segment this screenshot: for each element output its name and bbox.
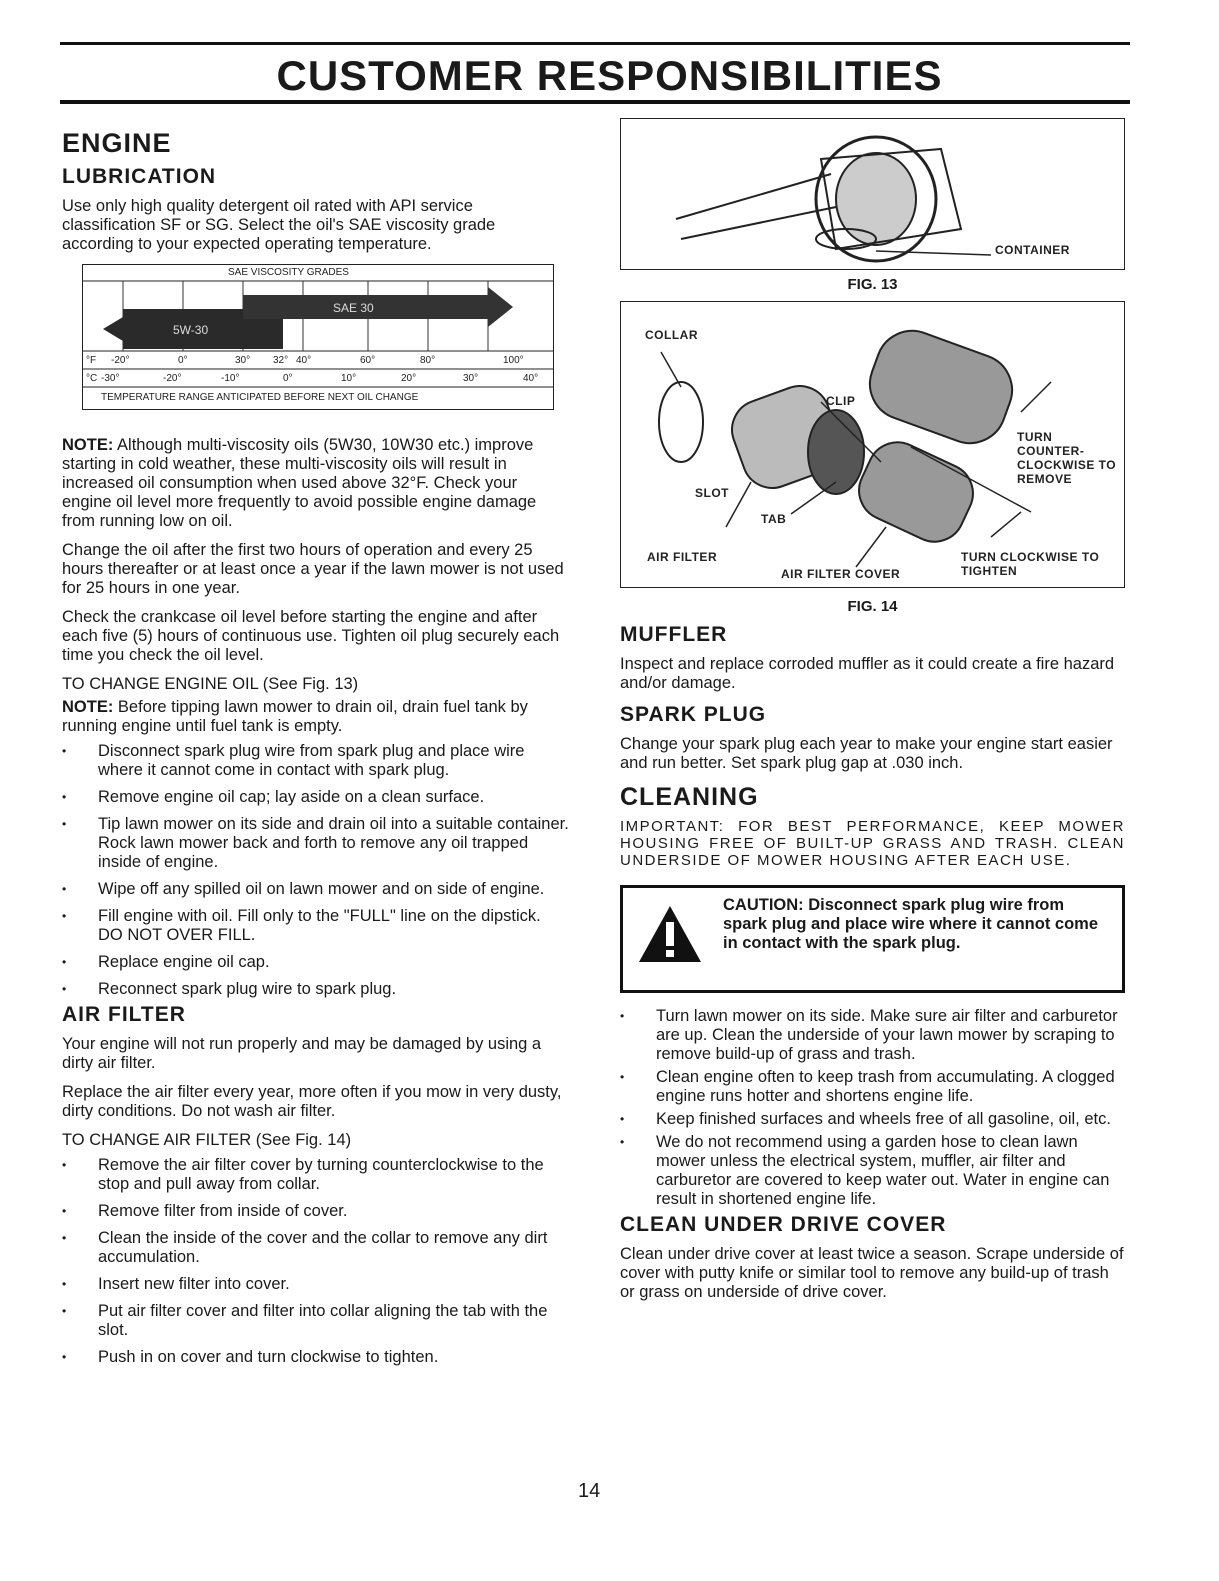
c-tick: 40° bbox=[523, 373, 539, 384]
note-multiviscosity bbox=[62, 436, 570, 531]
list-item: • Turn lawn mower on its side. Make sure air filter and carburetor are up. Clean the underside of your lawn mower by scraping to remove build-up of grass and trash. bbox=[620, 1007, 1125, 1064]
band-sae30 bbox=[243, 287, 513, 327]
spark-plug-heading: SPARK PLUG bbox=[620, 703, 767, 726]
label-air-filter: AIR FILTER bbox=[647, 550, 718, 564]
figure-13 bbox=[620, 118, 1125, 270]
list-item: • We do not recommend using a garden hose to clean lawn mower unless the electrical system, muffler, air filter and carburetor are covered to keep water out. Water in engine can result in shortened engine life. bbox=[620, 1133, 1125, 1209]
figure-14 bbox=[620, 301, 1125, 588]
viscosity-chart-footer: TEMPERATURE RANGE ANTICIPATED BEFORE NEXT OIL CHANGE bbox=[101, 392, 419, 403]
cleaning-steps bbox=[620, 1007, 1125, 1209]
right-column bbox=[620, 118, 1125, 1312]
list-item: • Clean engine often to keep trash from accumulating. A clogged engine runs hotter and shortens engine life. bbox=[620, 1068, 1125, 1106]
viscosity-chart bbox=[82, 264, 554, 410]
label-slot: SLOT bbox=[695, 486, 729, 500]
page-number: 14 bbox=[578, 1480, 601, 1502]
drive-cover-heading: CLEAN UNDER DRIVE COVER bbox=[620, 1213, 947, 1236]
fig13-caption: FIG. 13 bbox=[847, 276, 898, 293]
para-oil-change: Change the oil after the first two hours of operation and every 25 hours thereafter or at least once a year if the lawn mower is not used for 25 hours in one year. bbox=[62, 541, 564, 597]
note2-text: Before tipping lawn mower to drain oil, drain fuel tank by running engine until fuel tank is empty. bbox=[62, 698, 528, 735]
c-tick: 0° bbox=[283, 373, 293, 384]
title-rule bbox=[60, 100, 1130, 104]
label-collar: COLLAR bbox=[645, 328, 698, 342]
air-filter-heading: AIR FILTER bbox=[62, 1003, 186, 1026]
list-item: • Push in on cover and turn clockwise to tighten. bbox=[62, 1348, 570, 1367]
list-item: • Clean the inside of the cover and the collar to remove any dirt accumulation. bbox=[62, 1229, 570, 1267]
f-tick: -20° bbox=[111, 355, 130, 366]
f-tick: 60° bbox=[360, 355, 376, 366]
air-filter-steps bbox=[62, 1156, 570, 1367]
top-rule bbox=[60, 42, 1130, 45]
list-item: • Remove the air filter cover by turning counterclockwise to the stop and pull away from collar. bbox=[62, 1156, 570, 1194]
para-oil-check: Check the crankcase oil level before starting the engine and after each five (5) hours of continuous use. Tighten oil plug securely each time you check the oil level. bbox=[62, 608, 560, 664]
list-item: • Disconnect spark plug wire from spark plug and place wire where it cannot come in contact with spark plug. bbox=[62, 742, 570, 780]
warning-icon bbox=[637, 904, 703, 964]
label-air-filter-cover: AIR FILTER COVER bbox=[781, 567, 901, 581]
note2-label: NOTE: bbox=[62, 698, 114, 716]
list-item: • Remove filter from inside of cover. bbox=[62, 1202, 570, 1221]
fig14-caption: FIG. 14 bbox=[847, 598, 898, 615]
drive-cover-text: Clean under drive cover at least twice a season. Scrape underside of cover with putty knife or similar tool to remove any build-up of trash or grass on underside of drive cover. bbox=[620, 1245, 1124, 1301]
viscosity-chart-title: SAE VISCOSITY GRADES bbox=[228, 267, 349, 278]
list-item: • Reconnect spark plug wire to spark plug. bbox=[62, 980, 570, 999]
c-tick: -30° bbox=[101, 373, 120, 384]
list-item: • Insert new filter into cover. bbox=[62, 1275, 570, 1294]
note-text: Although multi-viscosity oils (5W30, 10W30 etc.) improve starting in cold weather, these multi-viscosity oils will result in increased oil consumption when used above 32°F. Check your engine oil level more frequently to avoid possible engine damage from running low on oil. bbox=[62, 436, 537, 530]
label-turn-cw: TURN CLOCKWISE TO TIGHTEN bbox=[961, 550, 1100, 578]
lubrication-intro: Use only high quality detergent oil rated with API service classification SF or SG. Select the oil's SAE viscosity grade according to your expected operating temperature. bbox=[62, 197, 496, 253]
air-filter-p1: Your engine will not run properly and may be damaged by using a dirty air filter. bbox=[62, 1035, 542, 1072]
f-tick: 32° bbox=[273, 355, 289, 366]
label-tab: TAB bbox=[761, 512, 787, 526]
air-filter-p2: Replace the air filter every year, more often if you mow in very dusty, dirty conditions. Do not wash air filter. bbox=[62, 1083, 562, 1120]
f-tick: 30° bbox=[235, 355, 251, 366]
to-change-air-filter: TO CHANGE AIR FILTER (See Fig. 14) bbox=[62, 1131, 352, 1149]
c-tick: 10° bbox=[341, 373, 357, 384]
to-change-oil: TO CHANGE ENGINE OIL (See Fig. 13) bbox=[62, 675, 359, 693]
f-tick: 100° bbox=[503, 355, 524, 366]
band-5w30-label: 5W-30 bbox=[173, 323, 209, 337]
list-item: • Fill engine with oil. Fill only to the "FULL" line on the dipstick. DO NOT OVER FILL. bbox=[62, 907, 570, 945]
caution-text: CAUTION: Disconnect spark plug wire from spark plug and place wire where it cannot come in contact with the spark plug. bbox=[723, 896, 1099, 952]
list-item: • Wipe off any spilled oil on lawn mower and on side of engine. bbox=[62, 880, 570, 899]
c-tick: 20° bbox=[401, 373, 417, 384]
note-tipping bbox=[62, 698, 570, 736]
engine-heading: ENGINE bbox=[62, 128, 172, 158]
c-tick: -20° bbox=[163, 373, 182, 384]
band-sae30-label: SAE 30 bbox=[333, 301, 374, 315]
oil-change-steps bbox=[62, 742, 570, 999]
list-item: • Tip lawn mower on its side and drain oil into a suitable container. Rock lawn mower back and forth to remove any oil trapped inside of engine. bbox=[62, 815, 570, 872]
label-clip: CLIP bbox=[826, 394, 856, 408]
page-title: CUSTOMER RESPONSIBILITIES bbox=[276, 52, 943, 99]
spark-plug-text: Change your spark plug each year to make your engine start easier and run better. Set spark plug gap at .030 inch. bbox=[620, 735, 1113, 772]
f-tick: 40° bbox=[296, 355, 312, 366]
viscosity-chart-graphic bbox=[83, 265, 553, 409]
label-turn-ccw: TURN COUNTER-CLOCKWISE TO REMOVE bbox=[1017, 430, 1117, 486]
list-item: • Keep finished surfaces and wheels free of all gasoline, oil, etc. bbox=[620, 1110, 1125, 1129]
c-tick: -10° bbox=[221, 373, 240, 384]
caution-box bbox=[620, 885, 1125, 993]
list-item: • Remove engine oil cap; lay aside on a clean surface. bbox=[62, 788, 570, 807]
label-container: CONTAINER bbox=[995, 243, 1070, 257]
list-item: • Put air filter cover and filter into collar aligning the tab with the slot. bbox=[62, 1302, 570, 1340]
left-column bbox=[62, 128, 570, 1375]
c-unit: °C bbox=[86, 373, 98, 384]
c-tick: 30° bbox=[463, 373, 479, 384]
lubrication-heading: LUBRICATION bbox=[62, 165, 217, 188]
list-item: • Replace engine oil cap. bbox=[62, 953, 570, 972]
muffler-heading: MUFFLER bbox=[620, 623, 728, 646]
f-tick: 80° bbox=[420, 355, 436, 366]
muffler-text: Inspect and replace corroded muffler as it could create a fire hazard and/or damage. bbox=[620, 655, 1115, 692]
note-label: NOTE: bbox=[62, 436, 114, 454]
cleaning-important: IMPORTANT: FOR BEST PERFORMANCE, KEEP MOWER HOUSING FREE OF BUILT-UP GRASS AND TRASH. CLEAN UNDERSIDE OF MOWER HOUSING AFTER EACH USE. bbox=[620, 818, 1125, 869]
f-tick: 0° bbox=[178, 355, 188, 366]
cleaning-heading: CLEANING bbox=[620, 783, 759, 811]
f-unit: °F bbox=[86, 355, 97, 366]
